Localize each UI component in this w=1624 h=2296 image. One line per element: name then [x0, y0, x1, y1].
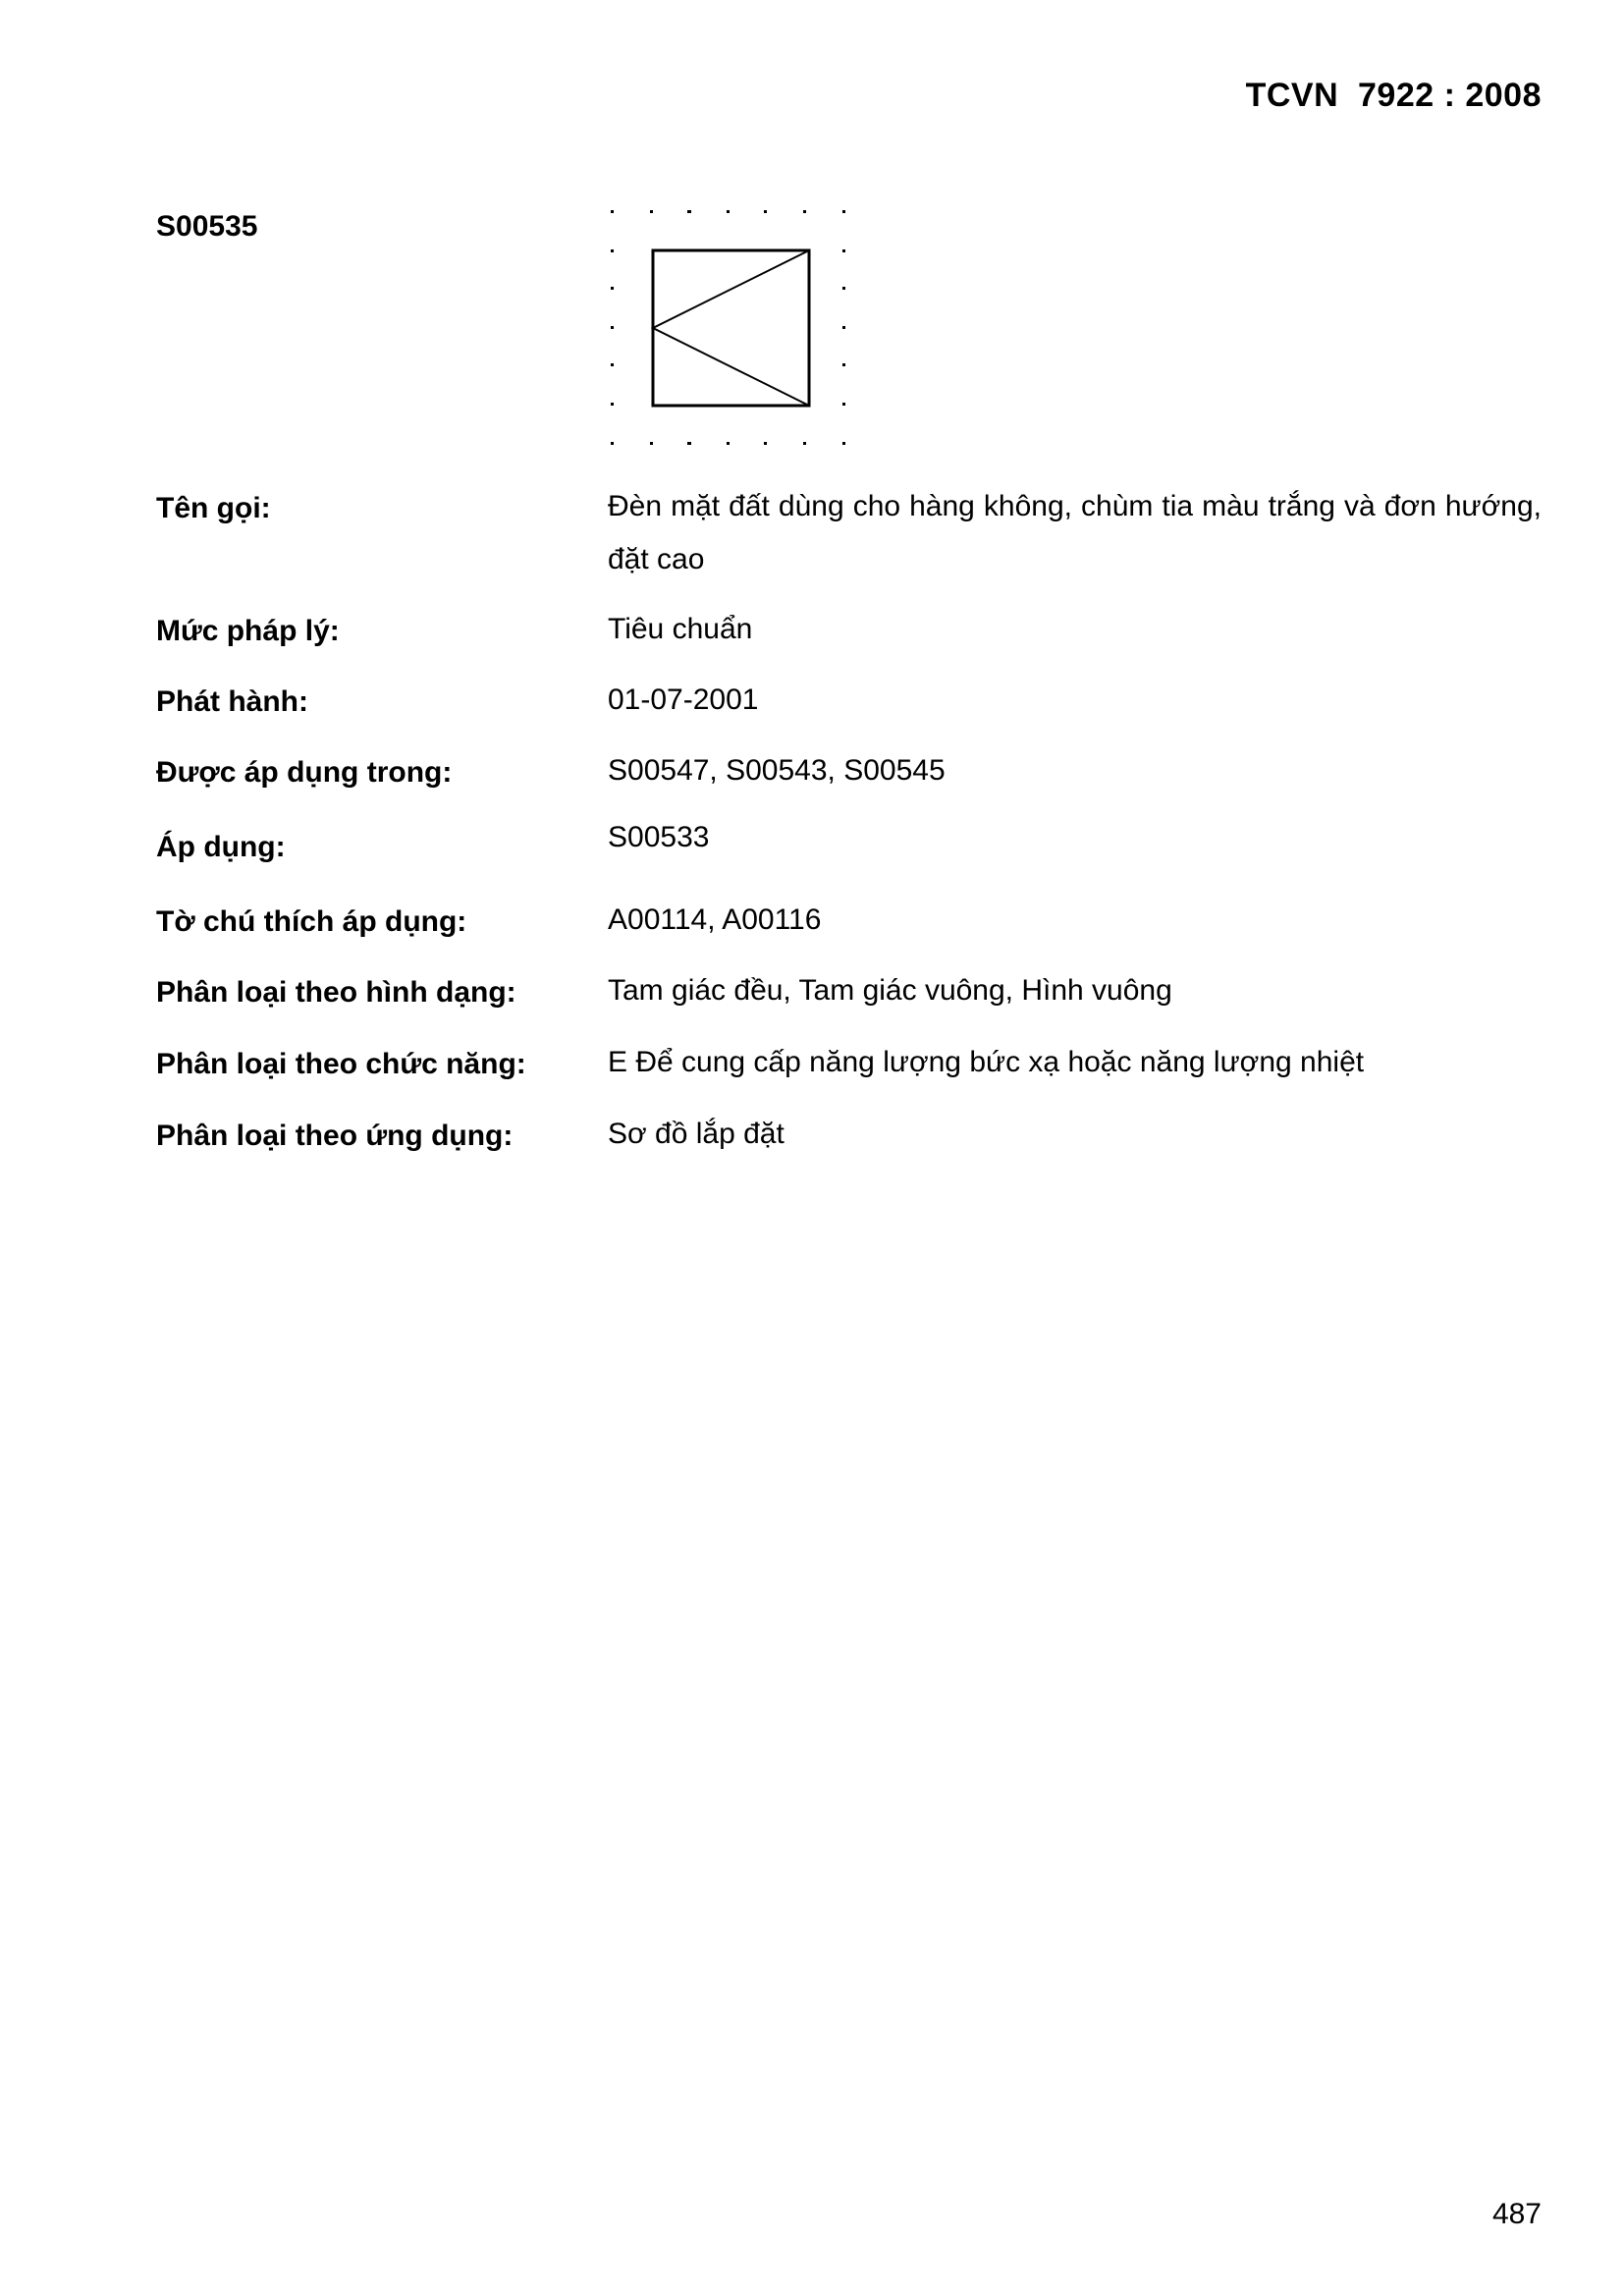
field-label: Phân loại theo hình dạng:: [156, 976, 516, 1009]
page-number: 487: [1491, 2198, 1542, 2230]
field-label: Được áp dụng trong:: [156, 756, 453, 789]
field-value: Đèn mặt đất dùng cho hàng không, chùm tia màu trắng và đơn hướng, đặt cao: [608, 490, 1542, 575]
symbol-code: S00535: [156, 210, 258, 243]
field-value: S00547, S00543, S00545: [608, 754, 946, 787]
field-value: S00533: [608, 821, 710, 853]
field-value: E Để cung cấp năng lượng bức xạ hoặc năng lượng nhiệt: [608, 1046, 1365, 1078]
symbol-chevron: [653, 250, 809, 406]
field-value: A00114, A00116: [608, 903, 822, 936]
field-label: Phân loại theo ứng dụng:: [156, 1120, 514, 1152]
field-value: 01-07-2001: [608, 683, 759, 716]
field-label: Tờ chú thích áp dụng:: [156, 905, 467, 938]
field-label: Phát hành:: [156, 685, 308, 718]
field-value: Tam giác đều, Tam giác vuông, Hình vuông: [608, 974, 1172, 1007]
field-label: Phân loại theo chức năng:: [156, 1048, 526, 1080]
symbol-square: [653, 250, 809, 406]
standard-header: TCVN 7922 : 2008: [1245, 77, 1542, 114]
aerodrome-ground-light-symbol-icon: [601, 194, 866, 460]
field-label: Áp dụng:: [156, 831, 286, 863]
field-value: Tiêu chuẩn: [608, 613, 753, 645]
field-label: Mức pháp lý:: [156, 615, 340, 647]
field-value: Sơ đồ lắp đặt: [608, 1118, 785, 1150]
field-label: Tên gọi:: [156, 492, 271, 524]
